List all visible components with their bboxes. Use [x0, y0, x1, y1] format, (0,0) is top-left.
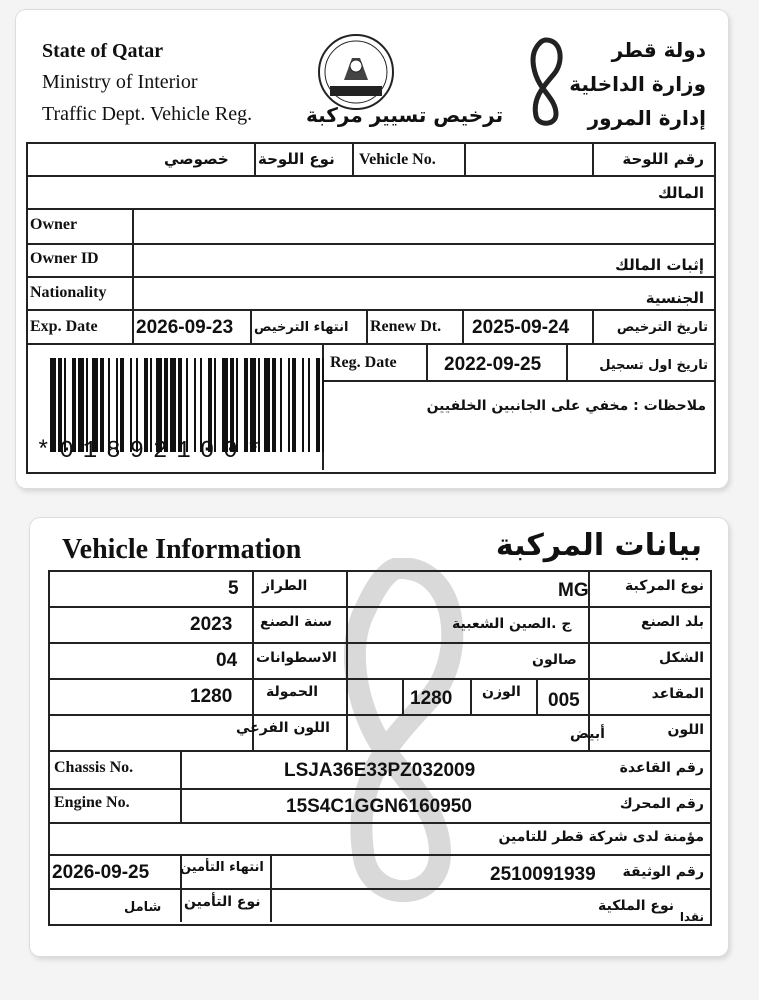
- ownership-label-ar: نوع الملكية: [598, 898, 674, 914]
- weight-value: 1280: [410, 688, 453, 709]
- state-name-ar: دولة قطر: [611, 38, 706, 62]
- owner-label-en: Owner: [30, 216, 78, 233]
- chassis-label-en: Chassis No.: [54, 759, 134, 776]
- country-value: ج .الصين الشعبية: [452, 616, 572, 632]
- owner-label-ar: المالك: [657, 184, 704, 202]
- vehicle-info-title-ar: بيانات المركبة: [495, 528, 702, 563]
- barcode-bar: [308, 358, 310, 452]
- reg-date-value: 2022-09-25: [444, 354, 542, 375]
- color-value: أبيض: [570, 726, 605, 742]
- seats-label-ar: المقاعد: [651, 686, 704, 702]
- color-label-ar: اللون: [667, 722, 704, 738]
- renew-date-label-ar: تاريخ الترخيص: [616, 320, 708, 335]
- exp-date-label-en: Exp. Date: [30, 318, 98, 335]
- policy-no-label-ar: رقم الوثيقة: [622, 864, 704, 880]
- ministry-seal-logo: [316, 32, 396, 112]
- exp-date-label-ar: انتهاء الترخيص: [254, 320, 349, 335]
- barcode-bar: [280, 358, 282, 452]
- shape-label-ar: الشكل: [659, 650, 704, 666]
- state-name-en: State of Qatar: [42, 40, 164, 62]
- ownership-value: نقدا: [679, 910, 704, 924]
- policy-no-value: 2510091939: [490, 864, 596, 885]
- license-title-ar: ترخيص تسيير مركبة: [306, 103, 504, 127]
- year-label-ar: سنة الصنع: [260, 614, 332, 630]
- barcode-bar: [288, 358, 290, 452]
- insurance-type-value: شامل: [124, 900, 162, 915]
- shape-value: صالون: [532, 652, 577, 668]
- weight-label-ar: الوزن: [482, 684, 521, 700]
- barcode-bar: [272, 358, 276, 452]
- insurance-exp-value: 2026-09-25: [52, 862, 150, 883]
- reg-date-label-en: Reg. Date: [330, 354, 397, 371]
- sub-color-label-ar: اللون الفرعي: [236, 720, 330, 736]
- dept-name-en: Traffic Dept. Vehicle Reg.: [42, 103, 253, 125]
- barcode-bar: [322, 358, 324, 452]
- make-value: MG: [558, 580, 589, 601]
- plate-no-label-ar: رقم اللوحة: [622, 150, 704, 168]
- owner-id-label-ar: إثبات المالك: [615, 256, 704, 274]
- country-label-ar: بلد الصنع: [640, 614, 704, 630]
- notes-text: ملاحظات : مخفي على الجانبين الخلفيين: [426, 398, 706, 414]
- reg-date-label-ar: تاريخ اول تسجيل: [599, 358, 708, 373]
- cylinders-value: 04: [216, 650, 238, 671]
- nationality-label-ar: الجنسية: [645, 289, 704, 307]
- vehicle-no-label: Vehicle No.: [359, 151, 436, 168]
- owner-id-label-en: Owner ID: [30, 250, 99, 267]
- insurance-exp-label-ar: انتهاء التأمين: [180, 860, 264, 875]
- barcode-bar: [292, 358, 296, 452]
- engine-label-ar: رقم المحرك: [619, 796, 704, 812]
- plate-type-label-ar: نوع اللوحة: [258, 150, 335, 168]
- seats-value: 005: [548, 690, 580, 711]
- insured-by-text: مؤمنة لدى شركة قطر للتامين: [498, 829, 704, 845]
- chassis-value: LSJA36E33PZ032009: [284, 760, 476, 781]
- vehicle-info-title-en: Vehicle Information: [62, 534, 302, 565]
- barcode-bar: [302, 358, 304, 452]
- insurance-type-label-ar: نوع التأمين: [184, 894, 261, 910]
- renew-date-value: 2025-09-24: [472, 317, 570, 338]
- exp-date-value: 2026-09-23: [136, 317, 234, 338]
- nationality-label-en: Nationality: [30, 284, 107, 301]
- model-label-ar: الطراز: [262, 578, 308, 594]
- chassis-label-ar: رقم القاعدة: [619, 760, 704, 776]
- year-value: 2023: [190, 614, 233, 635]
- qatar-emblem-logo: [526, 36, 566, 131]
- plate-type-value: خصوصي: [164, 150, 229, 168]
- vehicle-information-card: [30, 518, 728, 956]
- make-label-ar: نوع المركبة: [625, 578, 704, 594]
- load-value: 1280: [190, 686, 233, 707]
- dept-name-ar: إدارة المرور: [587, 106, 706, 130]
- barcode-number: *01892100*: [36, 438, 271, 465]
- engine-value: 15S4C1GGN6160950: [286, 796, 472, 817]
- ministry-name-en: Ministry of Interior: [42, 71, 198, 93]
- cylinders-label-ar: الاسطوانات: [256, 650, 337, 666]
- model-value: 5: [228, 578, 239, 599]
- renew-date-label-en: Renew Dt.: [370, 318, 442, 335]
- load-label-ar: الحمولة: [266, 684, 319, 700]
- barcode-bar: [316, 358, 320, 452]
- ministry-name-ar: وزارة الداخلية: [569, 72, 706, 96]
- engine-label-en: Engine No.: [54, 794, 130, 811]
- vehicle-registration-card: [16, 10, 728, 488]
